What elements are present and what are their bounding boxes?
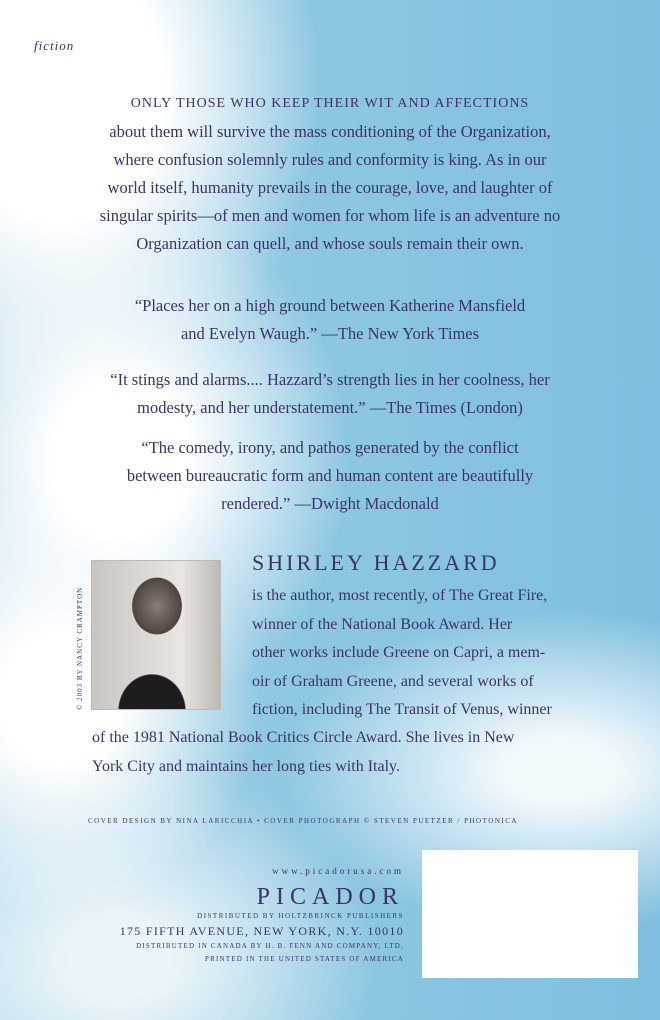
blurb	[0, 90, 660, 258]
photo-credit: © 2003 BY NANCY CRAMPTON	[76, 586, 84, 710]
bio-line: fiction, including The Transit of Venus, winner	[252, 701, 552, 718]
author-bio-cont	[92, 724, 514, 781]
canada-distributor: DISTRIBUTED IN CANADA BY H. B. FENN AND COMPANY, LTD.	[136, 942, 404, 950]
bio-line: other works include Greene on Capri, a mem-	[252, 644, 546, 661]
bio-line: York City and maintains her long ties with Italy.	[92, 757, 400, 775]
quote-line: “The comedy, irony, and pathos generated by the conflict	[141, 438, 519, 457]
quote-line: modesty, and her understatement.” —The Times (London)	[137, 398, 523, 417]
blurb-line: ONLY THOSE WHO KEEP THEIR WIT AND AFFECTIONS	[130, 96, 530, 111]
review-quote	[0, 434, 660, 518]
bio-line: winner of the National Book Award. Her	[252, 615, 513, 633]
review-quote	[0, 366, 660, 422]
publisher-address: 175 FIFTH AVENUE, NEW YORK, N.Y. 10010	[119, 924, 404, 938]
printed-in: PRINTED IN THE UNITED STATES OF AMERICA	[205, 955, 404, 963]
blurb-line: Organization can quell, and whose souls remain their own.	[136, 234, 524, 253]
review-quote	[0, 292, 660, 348]
blurb-line: where confusion solemnly rules and conformity is king. As in our	[113, 150, 547, 169]
genre-label: fiction	[34, 38, 75, 53]
barcode-area	[422, 850, 638, 978]
bio-line: oir of Graham Greene, and several works of	[252, 672, 534, 690]
bio-line: is the author, most recently, of The Great Fire,	[252, 587, 548, 604]
quote-line: and Evelyn Waugh.” —The New York Times	[180, 324, 480, 343]
author-name: SHIRLEY HAZZARD	[252, 550, 500, 575]
bio-line: of the 1981 National Book Critics Circle Award. She lives in New	[92, 729, 515, 746]
quote-line: rendered.” —Dwight Macdonald	[221, 494, 439, 513]
author-photo	[91, 560, 221, 710]
quote-line: “It stings and alarms.... Hazzard’s strength lies in her coolness, her	[110, 370, 550, 389]
distributor: DISTRIBUTED BY HOLTZBRINCK PUBLISHERS	[197, 912, 404, 920]
quote-line: between bureaucratic form and human content are beautifully	[126, 466, 534, 485]
blurb-line: world itself, humanity prevails in the courage, love, and laughter of	[107, 178, 553, 197]
quote-line: “Places her on a high ground between Katherine Mansfield	[134, 296, 526, 315]
blurb-line: singular spirits—of men and women for whom life is an adventure no	[99, 206, 561, 225]
publisher-url: www.picadorusa.com	[272, 866, 404, 876]
cover-credits: COVER DESIGN BY NINA LARICCHIA • COVER PHOTOGRAPH © STEVEN PUETZER / PHOTONICA	[88, 817, 518, 825]
author-bio	[252, 582, 552, 725]
blurb-line: about them will survive the mass conditioning of the Organization,	[109, 122, 551, 141]
publisher-logo: PICADOR	[256, 884, 404, 910]
